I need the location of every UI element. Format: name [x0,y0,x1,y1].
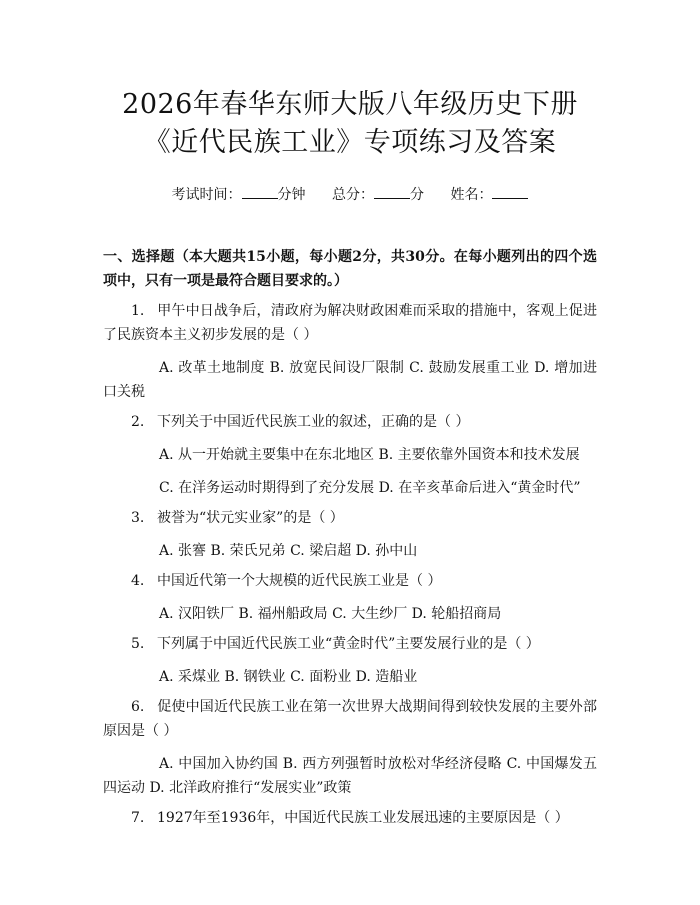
question-5-options: A. 采煤业 B. 钢铁业 C. 面粉业 D. 造船业 [159,669,418,685]
question-number: 2. [131,414,145,430]
question-number: 4. [131,573,145,589]
question-stem: 甲午中日战争后，清政府为解决财政困难而采取的措施中，客观上促进了民族资本主义初步发展的是（ ） [103,303,597,343]
section-heading: 一、选择题（本大题共15小题，每小题2分，共30分。在每小题列出的四个选项中，只有一项是最符合题目要求的。） [103,249,597,289]
question-1-options: A. 改革土地制度 B. 放宽民间设厂限制 C. 鼓励发展重工业 D. 增加进口关税 [103,360,597,400]
time-unit: 分钟 [277,187,306,203]
question-stem: 1927年至1936年，中国近代民族工业发展迅速的主要原因是（ ） [157,810,569,826]
question-6 [103,695,597,743]
name-blank [492,184,528,199]
score-blank [374,184,410,199]
document-title: 2026年春华东师大版八年级历史下册《近代民族工业》专项练习及答案 [122,89,578,158]
exam-info-line [103,184,597,205]
question-stem: 中国近代第一个大规模的近代民族工业是（ ） [157,573,442,589]
name-label: 姓名： [450,187,493,203]
question-stem: 下列关于中国近代民族工业的叙述，正确的是（ ） [157,414,470,430]
time-label: 考试时间： [171,187,242,203]
question-number: 7. [131,810,145,826]
question-number: 3. [131,510,145,526]
question-stem: 被誉为“状元实业家”的是（ ） [157,510,344,526]
question-1 [103,299,597,347]
question-2-options: A. 从一开始就主要集中在东北地区 B. 主要依靠外国资本和技术发展 [159,447,580,463]
question-number: 6. [131,699,145,715]
question-4 [103,569,597,593]
question-stem: 下列属于中国近代民族工业“黄金时代”主要发展行业的是（ ） [157,636,540,652]
question-6-options: A. 中国加入协约国 B. 西方列强暂时放松对华经济侵略 C. 中国爆发五四运动 D. 北洋政府推行“发展实业”政策 [103,756,597,796]
question-3-options: A. 张謇 B. 荣氏兄弟 C. 梁启超 D. 孙中山 [159,543,418,559]
question-2 [103,410,597,434]
score-unit: 分 [410,187,424,203]
question-stem: 促使中国近代民族工业在第一次世界大战期间得到较快发展的主要外部原因是（ ） [103,699,597,739]
question-number: 1. [131,303,145,319]
question-4-options: A. 汉阳铁厂 B. 福州船政局 C. 大生纱厂 D. 轮船招商局 [159,606,502,622]
question-list [103,299,597,830]
question-3 [103,506,597,530]
score-label: 总分： [332,187,374,203]
question-7 [103,806,597,830]
time-blank [242,184,278,199]
question-number: 5. [131,636,145,652]
question-5 [103,632,597,656]
question-2-options: C. 在洋务运动时期得到了充分发展 D. 在辛亥革命后进入“黄金时代” [159,480,581,496]
